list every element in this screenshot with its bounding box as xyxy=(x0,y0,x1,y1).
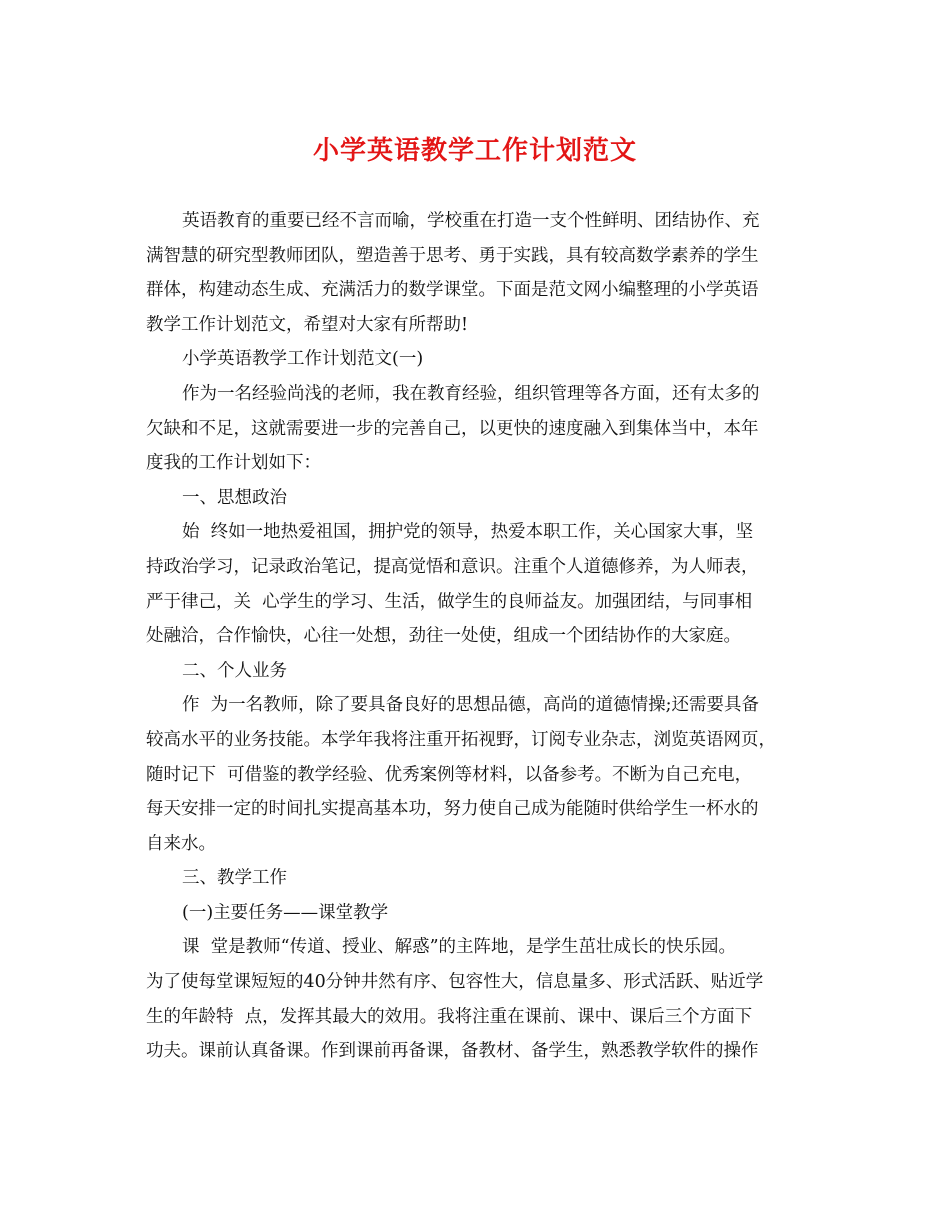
text-line: 生的年龄特 点，发挥其最大的效用。我将注重在课前、课中、课后三个方面下 xyxy=(146,1006,753,1027)
text-line: 功夫。课前认真备课。作到课前再备课，备教材、备学生，熟悉教学软件的操作 xyxy=(146,1041,759,1062)
text-line: 严于律己，关 心学生的学习、生活，做学生的良师益友。加强团结，与同事相 xyxy=(146,591,753,612)
text-line: 处融洽，合作愉快，心往一处想，劲往一处使，组成一个团结协作的大家庭。 xyxy=(146,626,741,647)
text-line: (一)主要任务——课堂教学 xyxy=(182,902,389,923)
text-line: 度我的工作计划如下： xyxy=(146,453,321,474)
document-body xyxy=(146,204,810,1069)
text-line: 持政治学习，记录政治笔记，提高觉悟和意识。注重个人道德修养，为人师表， xyxy=(146,556,759,577)
text-line: 教学工作计划范文，希望对大家有所帮助! xyxy=(146,314,469,335)
text-line: 自来水。 xyxy=(146,833,216,854)
document-title: 小学英语教学工作计划范文 xyxy=(312,136,637,166)
text-line: 英语教育的重要已经不言而喻，学校重在打造一支个性鲜明、团结协作、充 xyxy=(182,211,760,231)
text-line: 群体，构建动态生成、充满活力的数学课堂。下面是范文网小编整理的小学英语 xyxy=(146,280,759,301)
text-line: 小学英语教学工作计划范文(一) xyxy=(182,349,424,370)
text-line: 较高水平的业务技能。本学年我将注重开拓视野，订阅专业杂志，浏览英语网页， xyxy=(146,729,776,750)
text-line: 二、个人业务 xyxy=(182,660,287,681)
text-line: 作 为一名教师，除了要具备良好的思想品德，高尚的道德情操;还需要具备 xyxy=(182,695,760,716)
text-line: 始 终如一地热爱祖国，拥护党的领导，热爱本职工作，关心国家大事，坚 xyxy=(182,522,754,543)
text-line: 课 堂是教师“传道、授业、解惑”的主阵地，是学生茁壮成长的快乐园。 xyxy=(182,937,737,958)
text-line: 欠缺和不足，这就需要进一步的完善自己，以更快的速度融入到集体当中，本年 xyxy=(146,418,759,439)
text-line: 一、思想政治 xyxy=(182,487,287,508)
text-line: 随时记下 可借鉴的教学经验、优秀案例等材料，以备参考。不断为自己充电， xyxy=(146,764,753,785)
text-line: 三、教学工作 xyxy=(182,868,287,889)
text-line: 为了使每堂课短短的40分钟井然有序、包容性大，信息量多、形式活跃、贴近学 xyxy=(146,972,764,993)
text-line: 作为一名经验尚浅的老师，我在教育经验，组织管理等各方面，还有太多的 xyxy=(182,383,760,404)
text-line: 每天安排一定的时间扎实提高基本功，努力使自己成为能随时供给学生一杯水的 xyxy=(146,799,759,820)
text-line: 满智慧的研究型教师团队，塑造善于思考、勇于实践，具有较高数学素养的学生 xyxy=(146,245,759,266)
